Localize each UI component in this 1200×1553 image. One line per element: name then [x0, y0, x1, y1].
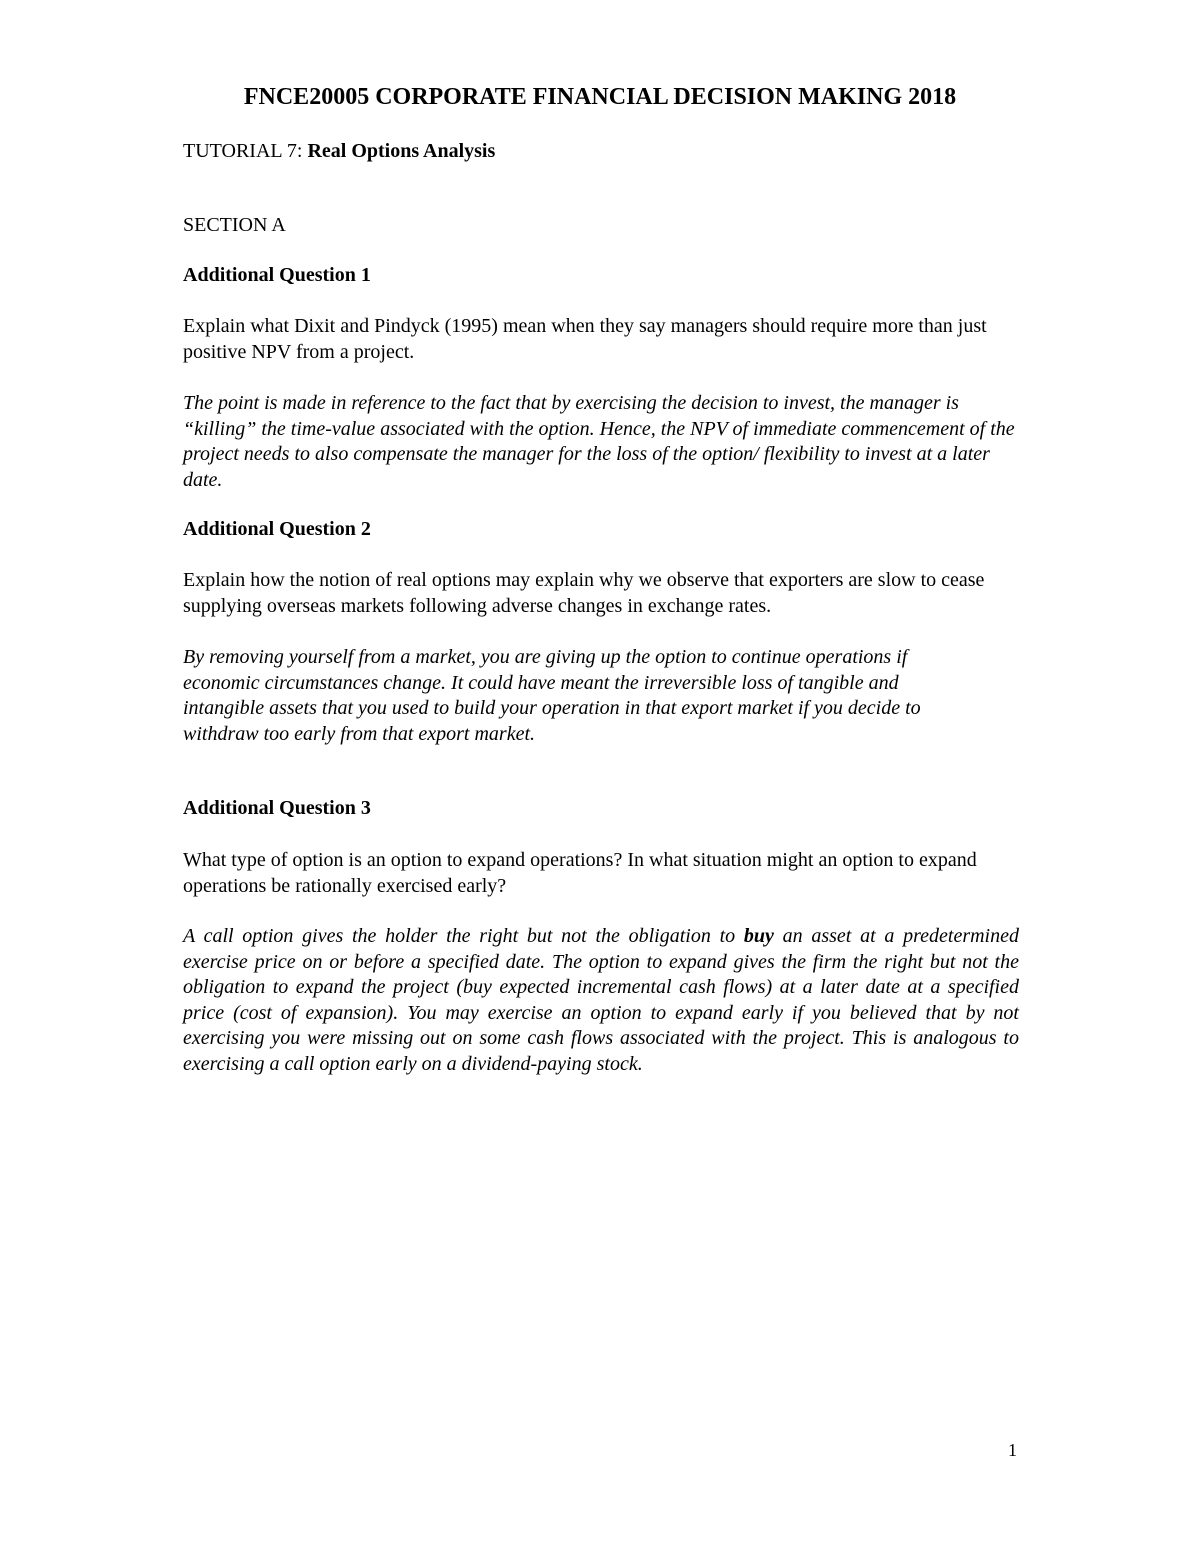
section-label: SECTION A: [183, 214, 286, 236]
question-3-answer-emphasis: buy: [743, 925, 774, 947]
question-3-answer-part-2: an asset at a predetermined exercise price on or before a specified date. The option to expand gives the firm the right but not the obligation to expand the project (buy expected incremental cash flows) at a later date at a specified price (cost of expansion). You may exercise an option to expand early if you believed that by not exercising you were missing out on some cash flows associated with the project. This is analogous to exercising a call option early on a dividend-paying stock.: [183, 925, 1019, 1075]
question-2-text: Explain how the notion of real options may explain why we observe that exporters are slow to cease supplying overseas markets following adverse changes in exchange rates.: [183, 569, 985, 617]
question-3-answer-part-1: A call option gives the holder the right but not the obligation to: [183, 925, 744, 947]
question-3-answer: [183, 924, 1019, 1077]
question-1-answer: The point is made in reference to the fact that by exercising the decision to invest, the manager is “killing” the time-value associated with the option. Hence, the NPV of immediate commencement of the project needs to also compensate the manager for the loss of the option/ flexibility to invest at a later date.: [183, 392, 1015, 491]
question-3-heading: Additional Question 3: [183, 797, 371, 819]
tutorial-topic: Real Options Analysis: [307, 140, 496, 162]
question-1-heading: Additional Question 1: [183, 264, 371, 286]
page-number: 1: [1008, 1440, 1017, 1460]
question-3-text: What type of option is an option to expand operations? In what situation might an option to expand operations be rationally exercised early?: [183, 849, 977, 897]
question-2-heading: Additional Question 2: [183, 518, 371, 540]
page-title: FNCE20005 CORPORATE FINANCIAL DECISION MAKING 2018: [243, 84, 957, 110]
question-1-text: Explain what Dixit and Pindyck (1995) mean when they say managers should require more than just positive NPV from a project.: [183, 315, 987, 363]
question-2-answer: By removing yourself from a market, you are giving up the option to continue operations if economic circumstances change. It could have meant the irreversible loss of tangible and intangible assets that you used to build your operation in that export market if you decide to withdraw too early from that export market.: [183, 646, 921, 745]
tutorial-subtitle: [183, 140, 495, 163]
tutorial-number: TUTORIAL 7:: [183, 140, 303, 162]
